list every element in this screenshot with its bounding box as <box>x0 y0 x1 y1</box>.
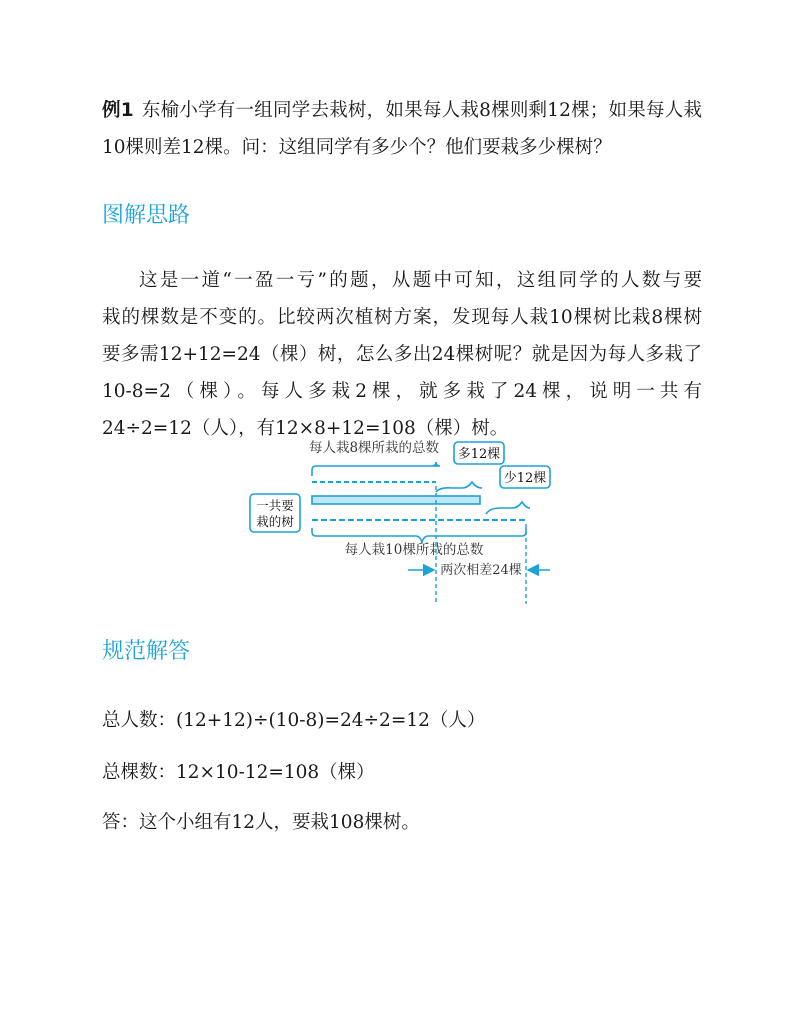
section-title-standard-answer: 规范解答 <box>102 639 191 664</box>
total-trees-text-2: 栽的树 <box>256 514 294 529</box>
callout-less-text: 少12棵 <box>503 471 547 486</box>
analysis-line: 要多需12+12=24（棵）树，怎么多出24棵树呢？就是因为每人多栽了 <box>102 344 702 365</box>
problem-text: 东榆小学有一组同学去栽树，如果每人栽8棵则剩12棵；如果每人栽10棵则差12棵。问：这组同学有多少个？他们要栽多少棵树？ <box>102 100 702 158</box>
analysis-line: 这是一道“一盈一亏”的题，从题中可知，这组同学的人数与要 <box>139 270 702 291</box>
bottom-label: 每人栽10棵所栽的总数 <box>344 542 484 558</box>
analysis-paragraph <box>102 262 702 447</box>
small-brace-less <box>486 502 530 514</box>
section-title-diagram-thinking: 图解思路 <box>102 203 191 228</box>
top-label: 每人栽8棵所栽的总数 <box>308 440 440 456</box>
problem-statement <box>102 92 702 166</box>
analysis-line: 栽的棵数是不变的。比较两次植树方案，发现每人栽10棵树比栽8棵树 <box>102 307 702 328</box>
analysis-line: 24÷2=12（人），有12×8+12=108（棵）树。 <box>102 418 509 439</box>
diff-label: 两次相差24棵 <box>440 563 522 578</box>
callout-more-text: 多12棵 <box>457 447 501 462</box>
problem-label: 例1 <box>102 100 134 121</box>
analysis-line: 10-8=2（棵）。每人多栽2棵，就多栽了24棵，说明一共有 <box>102 381 702 402</box>
total-trees-bar <box>312 496 480 504</box>
bottom-brace <box>312 528 526 542</box>
answer-conclusion: 答：这个小组有12人，要栽108棵树。 <box>102 812 420 833</box>
answer-total-people: 总人数：(12+12)÷(10-8)=24÷2=12（人） <box>102 710 486 731</box>
total-trees-text-1: 一共要 <box>256 498 294 513</box>
top-brace <box>312 462 440 476</box>
small-brace-more <box>436 482 482 492</box>
line-segment-diagram <box>246 432 556 604</box>
answer-total-trees: 总棵数：12×10-12=108（棵） <box>102 762 375 783</box>
